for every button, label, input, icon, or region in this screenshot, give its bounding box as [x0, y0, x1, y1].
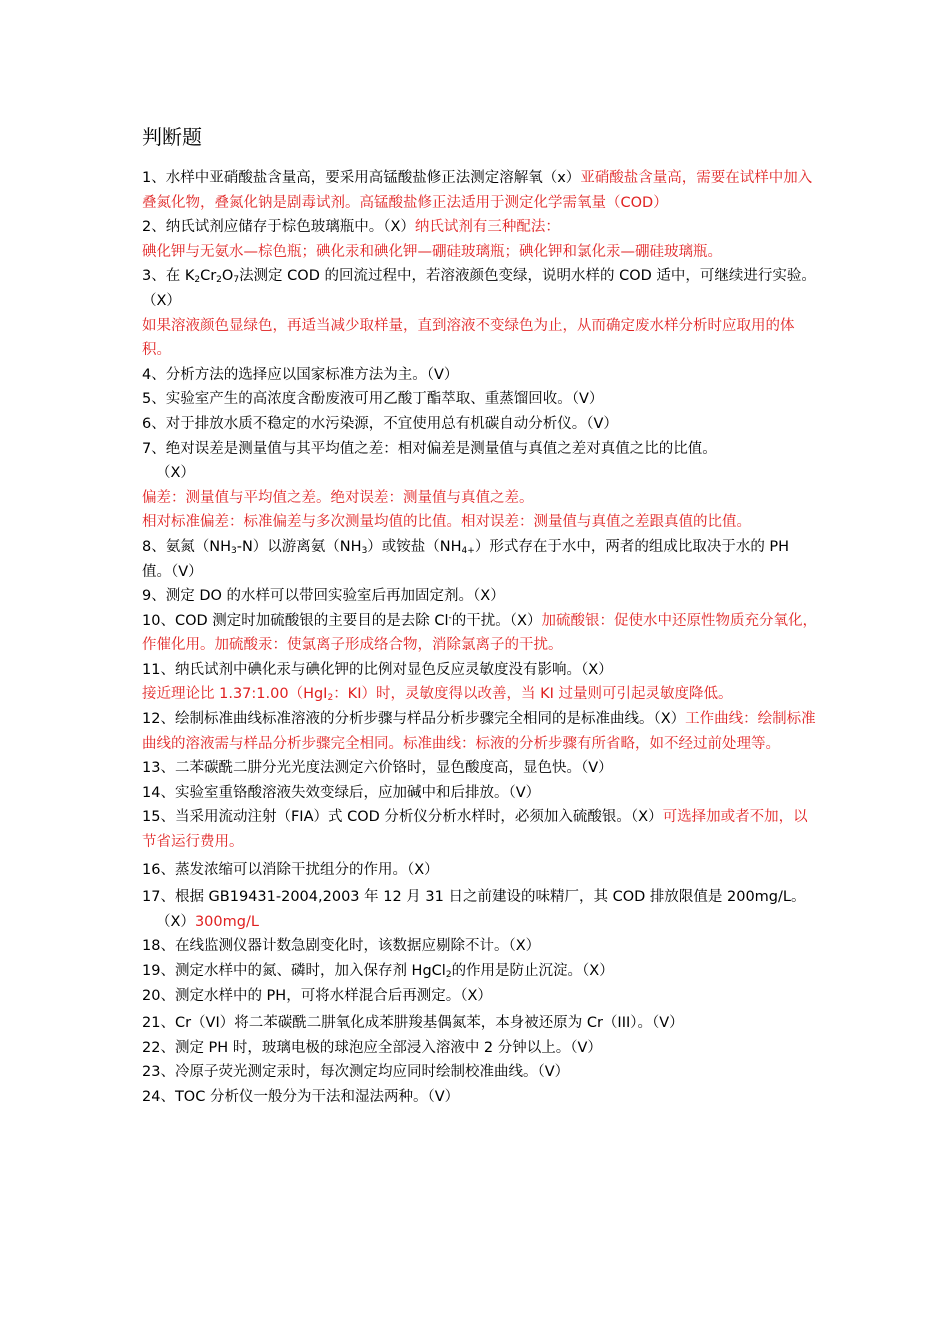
- question-2: [142, 215, 822, 240]
- question-text: 2、纳氏试剂应储存于棕色玻璃瓶中。（X）: [142, 219, 415, 236]
- question-21: 21、Cr（VI）将二苯碳酰二肼氧化成苯肼羧基偶氮苯，本身被还原为 Cr（III）。（V）: [142, 1015, 684, 1032]
- subscript: 2: [327, 693, 334, 704]
- question-14: 14、实验室重铬酸溶液失效变绿后，应加碱中和后排放。（V）: [142, 784, 541, 801]
- question-23: 23、冷原子荧光测定汞时，每次测定均应同时绘制校准曲线。（V）: [142, 1064, 570, 1081]
- subscript: 4+: [461, 545, 475, 556]
- subscript: 3: [361, 545, 368, 556]
- question-6: 6、对于排放水质不稳定的水污染源，不宜使用总有机碳自动分析仪。（V）: [142, 415, 618, 432]
- answer-note: 偏差：测量值与平均值之差。绝对误差：测量值与真值之差。: [142, 489, 534, 506]
- question-text: 3、在 K: [142, 268, 195, 285]
- question-text: 1、水样中亚硝酸盐含量高，要采用高锰酸盐修正法测定溶解氧（x）: [142, 170, 581, 186]
- answer-note: 可选择加或者不加，以节省运行费用。: [142, 809, 808, 851]
- answer-note: 如果溶液颜色显绿色，再适当减少取样量，直到溶液不变绿色为止，从而确定废水样分析时应取用的体积。: [142, 317, 795, 359]
- question-text: Cr: [200, 268, 217, 285]
- answer-note: [142, 682, 822, 707]
- answer-line: [142, 910, 822, 935]
- question-9: 9、测定 DO 的水样可以带回实验室后再加固定剂。（X）: [142, 588, 505, 605]
- answer-note: 300mg/L: [194, 913, 259, 930]
- question-4: 4、分析方法的选择应以国家标准方法为主。（V）: [142, 366, 459, 383]
- answer-note-2: 相对标准偏差：标准偏差与多次测量均值的比值。相对误差：测量值与真值之差跟真值的比值。: [142, 514, 751, 531]
- question-15: [142, 805, 822, 854]
- answer-note: 工作曲线：绘制标准曲线的溶液需与样品分析步骤完全相同。标准曲线：标液的分析步骤有所省略，如不经过前处理等。: [142, 711, 816, 752]
- question-text: 10、COD 测定时加硫酸银的主要目的是去除 Cl: [142, 612, 449, 629]
- question-16: 16、蒸发浓缩可以消除干扰组分的作用。（X）: [142, 861, 439, 878]
- question-17: 17、根据 GB19431-2004,2003 年 12 月 31 日之前建设的味精厂，其 COD 排放限值是 200mg/L。: [142, 889, 806, 906]
- question-text: 的干扰。（X）: [451, 612, 542, 629]
- question-text: 19、测定水样中的氮、磷时，加入保存剂 HgCl: [142, 963, 446, 979]
- answer-mark: （X）: [156, 913, 195, 930]
- question-20: 20、测定水样中的 PH，可将水样混合后再测定。（X）: [142, 987, 492, 1004]
- answer-note-2: 碘化钾与无氨水—棕色瓶；碘化汞和碘化钾—硼硅玻璃瓶；碘化钾和氯化汞—硼硅玻璃瓶。: [142, 243, 722, 260]
- answer-mark: （X）: [156, 465, 195, 482]
- question-text: -N）以游离氨（NH: [236, 538, 362, 555]
- question-8: [142, 535, 822, 584]
- question-24: 24、TOC 分析仪一般分为干法和湿法两种。（V）: [142, 1088, 460, 1105]
- question-text: 15、当采用流动注射（FIA）式 COD 分析仪分析水样时，必须加入硫酸银。（X）: [142, 809, 663, 826]
- question-text: ）形式存在于水中，两者的组成比取决于水的 PH 值。（V）: [142, 538, 790, 580]
- question-13: 13、二苯碳酰二肼分光光度法测定六价铬时，显色酸度高，显色快。（V）: [142, 760, 613, 777]
- question-text: ）或铵盐（NH: [367, 538, 462, 555]
- question-text: 法测定 COD 的回流过程中，若溶液颜色变绿，说明水样的 COD 适中，可继续进行实验。（X）: [142, 268, 816, 309]
- question-11: 11、纳氏试剂中碘化汞与碘化钾的比例对显色反应灵敏度没有影响。（X）: [142, 661, 613, 678]
- question-12: [142, 707, 822, 756]
- answer-note: 纳氏试剂有三种配法：: [414, 219, 560, 236]
- subscript: 2: [445, 970, 452, 980]
- question-22: 22、测定 PH 时，玻璃电极的球泡应全部浸入溶液中 2 分钟以上。（V）: [142, 1039, 602, 1056]
- question-1: [142, 166, 822, 215]
- question-3: [142, 264, 822, 313]
- question-19: [142, 959, 822, 984]
- question-text: 12、绘制标准曲线标准溶液的分析步骤与样品分析步骤完全相同的是标准曲线。（X）: [142, 711, 686, 728]
- question-list: [142, 166, 822, 1110]
- question-text: O: [221, 268, 234, 285]
- question-text: 8、氨氮（NH: [142, 538, 231, 555]
- superscript: -: [448, 612, 452, 623]
- question-7: [142, 437, 822, 462]
- question-text: 7、绝对误差是测量值与其平均值之差：相对偏差是测量值与真值之差对真值之比的比值。: [142, 440, 717, 457]
- subscript: 7: [233, 275, 240, 286]
- page-title: 判断题: [142, 125, 202, 149]
- answer-note: 加硫酸银：促使水中还原性物质充分氧化，作催化用。加硫酸汞：使氯离子形成络合物，消除氯离子的干扰。: [142, 612, 817, 654]
- note-text: ：KI）时，灵敏度得以改善，当 KI 过量则可引起灵敏度降低。: [333, 686, 733, 703]
- question-5: 5、实验室产生的高浓度含酚废液可用乙酸丁酯萃取、重蒸馏回收。（V）: [142, 391, 604, 408]
- question-10: [142, 609, 822, 658]
- question-text: 的作用是防止沉淀。（X）: [451, 963, 614, 979]
- question-18: 18、在线监测仪器计数急剧变化时，该数据应剔除不计。（X）: [142, 938, 541, 955]
- note-text: 接近理论比 1.37:1.00（HgI: [142, 686, 328, 703]
- subscript: 2: [216, 275, 222, 286]
- subscript: 3: [230, 545, 237, 556]
- subscript: 2: [194, 275, 201, 286]
- answer-note: 亚硝酸盐含量高，需要在试样中加入叠氮化物，叠氮化钠是剧毒试剂。高锰酸盐修正法适用于测定化学需氧量（COD）: [142, 170, 813, 211]
